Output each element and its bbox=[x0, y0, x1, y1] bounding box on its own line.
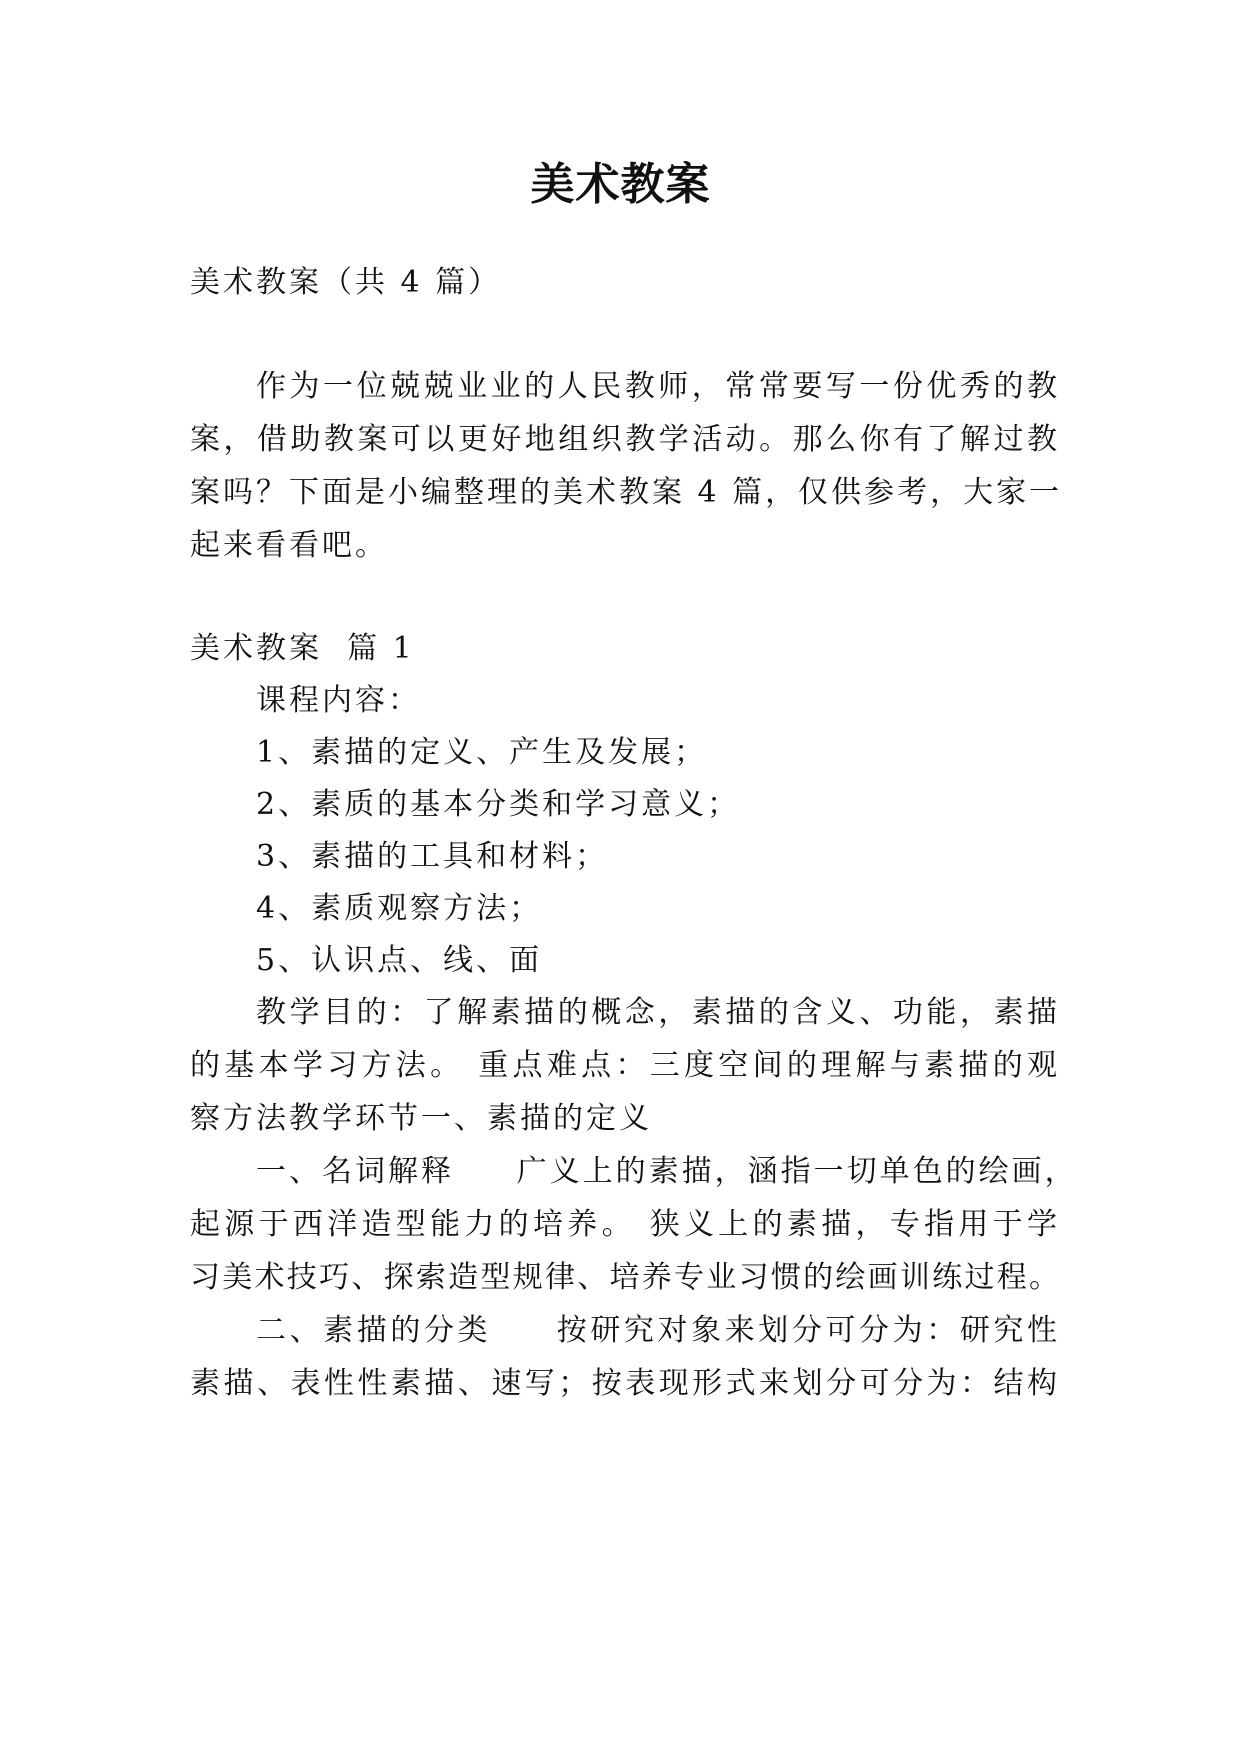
intro-line: 案吗？下面是小编整理的美术教案 4 篇，仅供参考，大家一 bbox=[190, 475, 1063, 510]
course-item: 1、素描的定义、产生及发展； bbox=[256, 735, 708, 770]
intro-line: 作为一位兢兢业业的人民教师，常常要写一份优秀的教 bbox=[256, 369, 1060, 404]
classification-line: 素描、表性性素描、速写；按表现形式来划分可分为：结构 bbox=[190, 1366, 1060, 1401]
classification-line: 二、素描的分类 按研究对象来划分可分为：研究性 bbox=[256, 1313, 1060, 1348]
intro-line: 起来看看吧。 bbox=[190, 528, 388, 563]
course-item: 2、素质的基本分类和学习意义； bbox=[256, 787, 741, 822]
course-item: 3、素描的工具和材料； bbox=[256, 839, 609, 874]
term-explanation-line: 一、名词解释 广义上的素描，涵指一切单色的绘画， bbox=[256, 1154, 1078, 1189]
term-explanation-line: 习美术技巧、探索造型规律、培养专业习惯的绘画训练过程。 bbox=[190, 1260, 1060, 1295]
document-subtitle: 美术教案（共 4 篇） bbox=[190, 265, 502, 300]
teaching-goal-line: 教学目的：了解素描的概念，素描的含义、功能，素描 bbox=[256, 995, 1060, 1030]
teaching-goal-line: 的基本学习方法。 重点难点：三度空间的理解与素描的观 bbox=[190, 1048, 1060, 1083]
document-title: 美术教案 bbox=[530, 159, 711, 210]
term-explanation-line: 起源于西洋造型能力的培养。 狭义上的素描，专指用于学 bbox=[190, 1207, 1060, 1242]
section-heading: 美术教案 篇 1 bbox=[190, 631, 415, 666]
intro-line: 案，借助教案可以更好地组织教学活动。那么你有了解过教 bbox=[190, 422, 1060, 457]
course-content-label: 课程内容： bbox=[256, 683, 421, 718]
course-item: 5、认识点、线、面 bbox=[256, 943, 543, 978]
teaching-goal-line: 察方法教学环节一、素描的定义 bbox=[190, 1101, 652, 1136]
course-item: 4、素质观察方法； bbox=[256, 891, 543, 926]
